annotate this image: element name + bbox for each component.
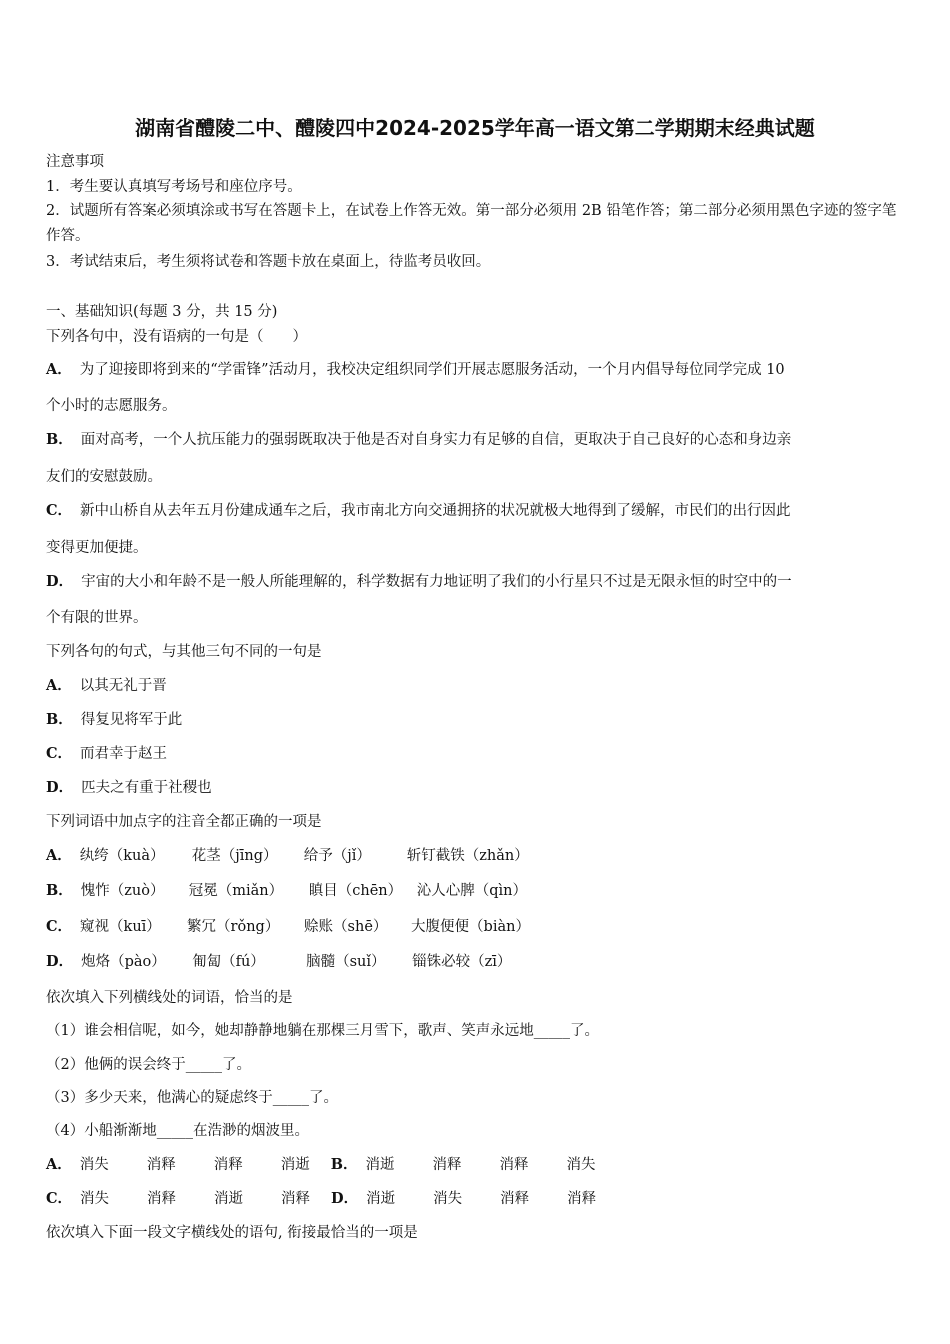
word-item: 消逝 xyxy=(365,1157,395,1173)
notice-item-1: 1．考生要认真填写考场号和座位序号。 xyxy=(46,179,302,195)
q4-sentence-3: （3）多少天来，他满心的疑虑终于_____了。 xyxy=(46,1090,338,1106)
option-letter: D． xyxy=(46,779,74,796)
pinyin-item: 给予（jǐ） xyxy=(303,848,371,864)
q4-stem: 依次填入下列横线处的词语，恰当的是 xyxy=(46,990,293,1006)
q3-option-b xyxy=(46,881,906,901)
word-item: 消释 xyxy=(432,1157,462,1173)
option-letter: B． xyxy=(330,1156,358,1173)
option-text: 匹夫之有重于社稷也 xyxy=(81,780,212,796)
pinyin-item: 瞋目（chēn） xyxy=(308,883,403,899)
pinyin-item: 匍匐（fú） xyxy=(192,954,265,970)
option-text: 面对高考，一个人抗压能力的强弱既取决于他是否对自身实力有足够的自信，更取决于自己良好的心态和身边亲 xyxy=(80,432,792,448)
q2-option-c xyxy=(46,744,906,764)
pinyin-item: 花茎（jīng） xyxy=(191,848,278,864)
option-letter: A． xyxy=(46,1156,72,1173)
option-letter: D． xyxy=(46,573,74,590)
q3-option-c xyxy=(46,917,906,937)
option-letter: C． xyxy=(46,745,73,762)
word-item: 消逝 xyxy=(214,1191,244,1207)
pinyin-item: 赊账（shē） xyxy=(304,919,388,935)
pinyin-item: 沁人心脾（qìn） xyxy=(416,883,528,899)
pinyin-item: 冠冕（miǎn） xyxy=(188,883,284,899)
q4-options-row-2 xyxy=(46,1189,906,1209)
word-item: 消释 xyxy=(213,1157,243,1173)
option-text: 宇宙的大小和年龄不是一般人所能理解的，科学数据有力地证明了我们的小行星只不过是无限永恒的时空中的一 xyxy=(81,574,792,590)
q1-option-a-cont: 个小时的志愿服务。 xyxy=(46,398,177,414)
option-letter: A． xyxy=(46,361,72,378)
notice-heading: 注意事项 xyxy=(46,154,104,170)
pinyin-item: 窥视（kuī） xyxy=(80,919,161,935)
option-letter: B． xyxy=(46,711,73,728)
pinyin-item: 锱铢必较（zī） xyxy=(412,954,512,970)
option-text: 而君幸于赵王 xyxy=(80,746,168,762)
q4-sentence-2: （2）他俩的误会终于_____了。 xyxy=(46,1057,251,1073)
q3-option-a xyxy=(46,846,906,866)
word-item: 消释 xyxy=(499,1157,529,1173)
q4-options-row-1 xyxy=(46,1155,906,1175)
q2-stem: 下列各句的句式，与其他三句不同的一句是 xyxy=(46,644,322,660)
word-item: 消失 xyxy=(79,1157,109,1173)
pinyin-item: 愧怍（zuò） xyxy=(80,883,165,899)
word-item: 消失 xyxy=(80,1191,110,1207)
q1-option-c xyxy=(46,501,906,521)
option-letter: D． xyxy=(331,1190,359,1207)
notice-item-2: 2．试题所有答案必须填涂或书写在答题卡上，在试卷上作答无效。第一部分必须用 2B 铅笔作答；第二部分必须用黑色字迹的签字笔作答。 xyxy=(46,203,897,244)
option-letter: B． xyxy=(46,882,73,899)
word-item: 消释 xyxy=(147,1191,177,1207)
pinyin-item: 斩钉截铁（zhǎn） xyxy=(406,848,529,864)
pinyin-item: 脑髓（suǐ） xyxy=(306,954,386,970)
q4-sentence-1: （1）谁会相信呢，如今，她却静静地躺在那棵三月雪下，歌声、笑声永远地_____了。 xyxy=(46,1023,599,1039)
word-item: 消释 xyxy=(146,1157,176,1173)
option-letter: C． xyxy=(46,502,73,519)
word-item: 消释 xyxy=(567,1191,597,1207)
notice-item-3: 3．考试结束后，考生须将试卷和答题卡放在桌面上，待监考员收回。 xyxy=(46,254,491,270)
option-text: 新中山桥自从去年五月份建成通车之后，我市南北方向交通拥挤的状况就极大地得到了缓解，市民们的出行因此 xyxy=(80,503,791,519)
option-text: 以其无礼于晋 xyxy=(79,678,167,694)
q1-option-d xyxy=(46,572,906,592)
option-text: 为了迎接即将到来的“学雷锋”活动月，我校决定组织同学们开展志愿服务活动，一个月内倡导每位同学完成 10 xyxy=(79,362,785,378)
q1-stem: 下列各句中，没有语病的一句是（ ） xyxy=(46,329,307,345)
pinyin-item: 炮烙（pào） xyxy=(81,954,166,970)
q1-option-a xyxy=(46,360,906,380)
option-letter: A． xyxy=(46,847,72,864)
word-item: 消逝 xyxy=(280,1157,310,1173)
pinyin-item: 繁冗（rǒng） xyxy=(187,919,280,935)
option-letter: C． xyxy=(46,918,73,935)
option-letter: D． xyxy=(46,953,74,970)
q1-option-b-cont: 友们的安慰鼓励。 xyxy=(46,469,162,485)
page-title: 湖南省醴陵二中、醴陵四中2024-2025学年高一语文第二学期期末经典试题 xyxy=(135,116,815,140)
pinyin-item: 纨绔（kuà） xyxy=(79,848,165,864)
word-item: 消失 xyxy=(566,1157,596,1173)
pinyin-item: 大腹便便（biàn） xyxy=(411,919,530,935)
q3-stem: 下列词语中加点字的注音全都正确的一项是 xyxy=(46,814,322,830)
q1-option-c-cont: 变得更加便捷。 xyxy=(46,540,148,556)
word-item: 消逝 xyxy=(366,1191,396,1207)
q4-sentence-4: （4）小船渐渐地_____在浩渺的烟波里。 xyxy=(46,1123,309,1139)
q1-option-d-cont: 个有限的世界。 xyxy=(46,610,148,626)
q5-stem: 依次填入下面一段文字横线处的语句, 衔接最恰当的一项是 xyxy=(46,1225,418,1241)
q2-option-b xyxy=(46,710,906,730)
word-item: 消释 xyxy=(500,1191,530,1207)
q3-option-d xyxy=(46,952,906,972)
q2-option-a xyxy=(46,676,906,696)
option-letter: C． xyxy=(46,1190,73,1207)
option-letter: A． xyxy=(46,677,72,694)
section-heading: 一、基础知识(每题 3 分，共 15 分) xyxy=(46,304,278,320)
option-text: 得复见将军于此 xyxy=(80,712,183,728)
q1-option-b xyxy=(46,430,906,450)
word-item: 消失 xyxy=(433,1191,463,1207)
q2-option-d xyxy=(46,778,906,798)
option-letter: B． xyxy=(46,431,73,448)
word-item: 消释 xyxy=(281,1191,311,1207)
